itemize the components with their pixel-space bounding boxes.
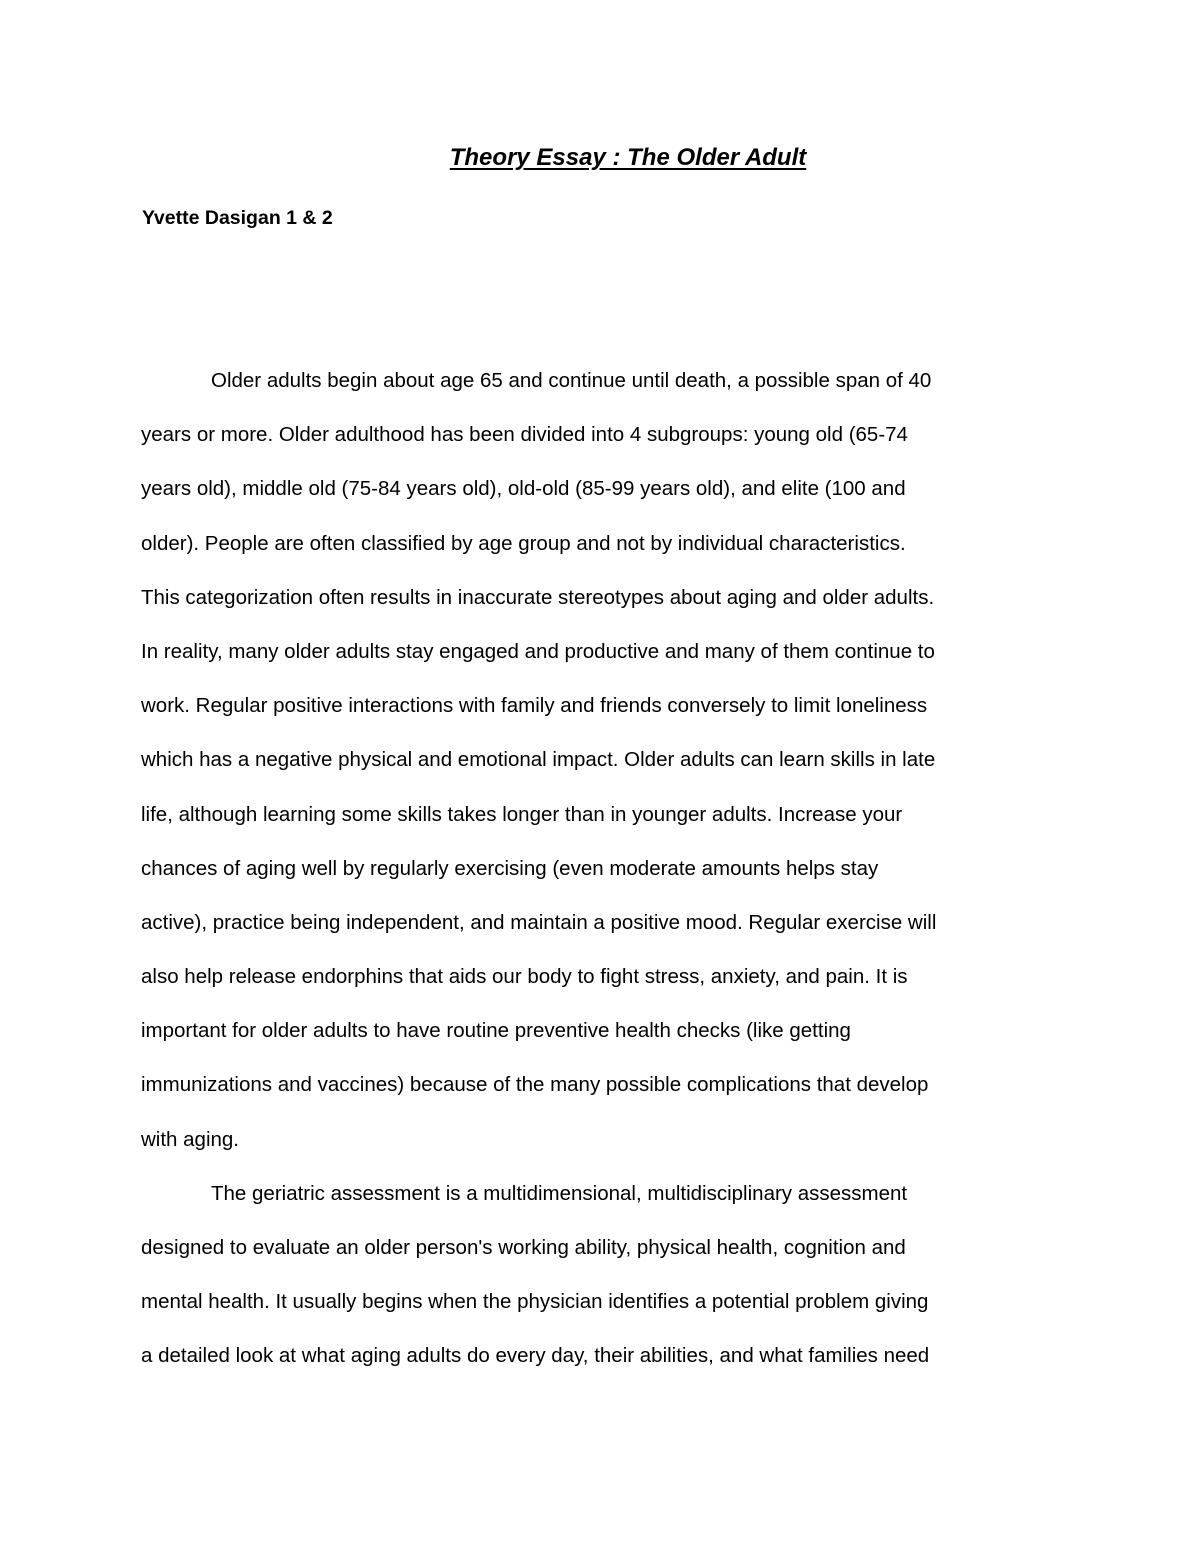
paragraph-1-line-9: life, although learning some skills takes longer than in younger adults. Increase your [141,802,903,826]
essay-title: Theory Essay : The Older Adult [449,144,807,171]
paragraph-1-line-14: immunizations and vaccines) because of the many possible complications that develop [141,1073,929,1097]
paragraph-1-line-10: chances of aging well by regularly exercising (even moderate amounts helps stay [141,856,879,880]
paragraph-1-line-5: This categorization often results in inaccurate stereotypes about aging and older adults. [141,585,935,609]
paragraph-1-line-2: years or more. Older adulthood has been divided into 4 subgroups: young old (65-74 [141,423,908,447]
paragraph-1-line-6: In reality, many older adults stay engaged and productive and many of them continue to [141,639,935,663]
paragraph-2-line-1: The geriatric assessment is a multidimensional, multidisciplinary assessment [211,1181,908,1205]
paragraph-1-line-4: older). People are often classified by age group and not by individual characteristics. [141,531,906,555]
paragraph-1-line-11: active), practice being independent, and maintain a positive mood. Regular exercise will [141,910,937,934]
paragraph-1-line-7: work. Regular positive interactions with family and friends conversely to limit loneliness [141,694,928,718]
paragraph-1-line-15: with aging. [141,1127,240,1151]
paragraph-1-line-3: years old), middle old (75-84 years old), old-old (85-99 years old), and elite (100 and [141,477,906,501]
paragraph-2-line-3: mental health. It usually begins when the physician identifies a potential problem giving [141,1290,929,1314]
paragraph-1-line-12: also help release endorphins that aids our body to fight stress, anxiety, and pain. It is [141,965,908,989]
paragraph-1-line-13: important for older adults to have routine preventive health checks (like getting [141,1019,851,1043]
author-line: Yvette Dasigan 1 & 2 [142,207,333,229]
paragraph-2-line-2: designed to evaluate an older person's working ability, physical health, cognition and [141,1236,906,1259]
paragraph-2-line-4: a detailed look at what aging adults do every day, their abilities, and what families need [141,1344,930,1368]
essay-body [141,364,1071,1394]
paragraph-1-line-8: which has a negative physical and emotional impact. Older adults can learn skills in late [141,748,936,772]
paragraph-1-line-1: Older adults begin about age 65 and continue until death, a possible span of 40 [211,369,932,392]
